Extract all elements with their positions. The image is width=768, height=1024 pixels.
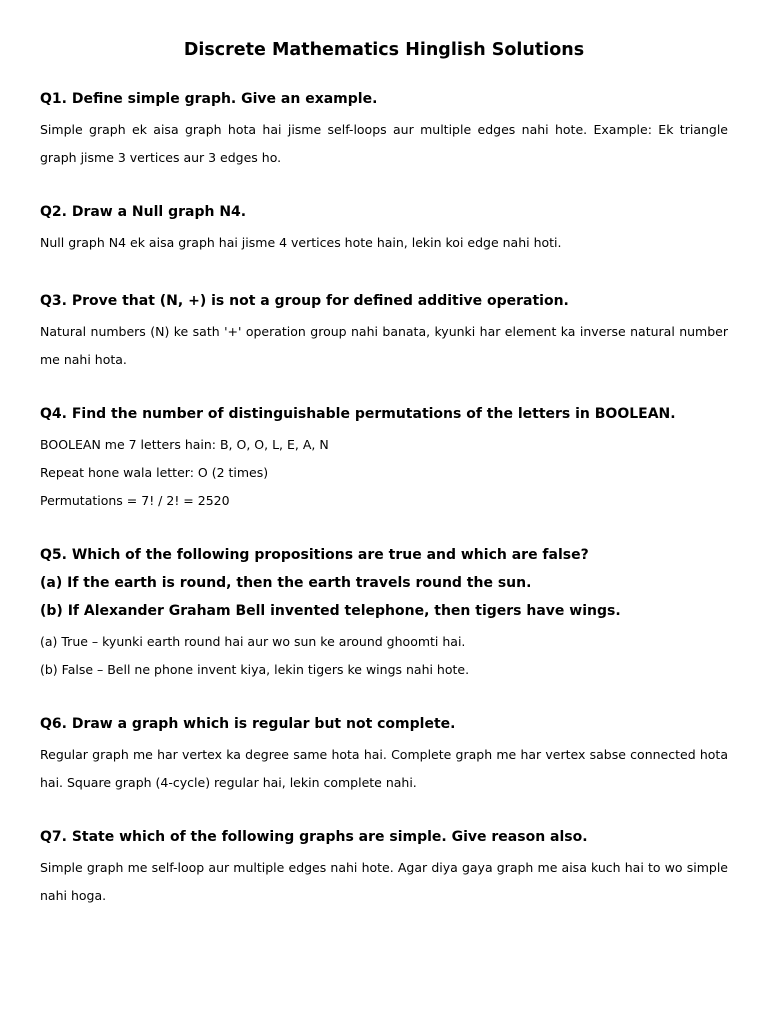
question-q5-part-b: (b) If Alexander Graham Bell invented telephone, then tigers have wings.: [40, 603, 621, 619]
answer-q5-part-a: (a) True – kyunki earth round hai aur wo sun ke around ghoomti hai.: [40, 634, 466, 649]
answer-q3: Natural numbers (N) ke sath '+' operation group nahi banata, kyunki har element ka inverse natural number me nahi hota.: [40, 324, 728, 367]
answer-q5-part-b: (b) False – Bell ne phone invent kiya, lekin tigers ke wings nahi hote.: [40, 662, 470, 677]
answer-q4-line: BOOLEAN me 7 letters hain: B, O, O, L, E, A, N: [40, 437, 329, 452]
question-q6: Q6. Draw a graph which is regular but not complete.: [40, 716, 456, 732]
question-block-q5: [40, 541, 728, 684]
question-block-q2: [40, 198, 728, 257]
question-block-q3: [40, 287, 728, 374]
question-block-q4: [40, 400, 728, 515]
question-q7: Q7. State which of the following graphs are simple. Give reason also.: [40, 829, 588, 845]
question-block-q1: [40, 85, 728, 172]
answer-q4-line: Repeat hone wala letter: O (2 times): [40, 465, 269, 480]
answer-q1: Simple graph ek aisa graph hota hai jisme self-loops aur multiple edges nahi hote. Example: Ek triangle graph jisme 3 vertices aur 3 edges ho.: [40, 122, 728, 165]
question-block-q6: [40, 710, 728, 797]
question-q5-part-a: (a) If the earth is round, then the earth travels round the sun.: [40, 575, 532, 591]
answer-q6: Regular graph me har vertex ka degree same hota hai. Complete graph me har vertex sabse connected hota hai. Square graph (4-cycle) regular hai, lekin complete nahi.: [40, 747, 728, 790]
document-title: Discrete Mathematics Hinglish Solutions: [183, 40, 585, 60]
question-q3: Q3. Prove that (N, +) is not a group for defined additive operation.: [40, 293, 569, 309]
answer-q2: Null graph N4 ek aisa graph hai jisme 4 vertices hote hain, lekin koi edge nahi hoti.: [40, 235, 562, 250]
answer-q7: Simple graph me self-loop aur multiple edges nahi hote. Agar diya gaya graph me aisa kuch hai to wo simple nahi hoga.: [40, 860, 728, 903]
question-block-q7: [40, 823, 728, 910]
question-q1: Q1. Define simple graph. Give an example.: [40, 91, 378, 107]
answer-q4-line: Permutations = 7! / 2! = 2520: [40, 493, 230, 508]
question-q5: Q5. Which of the following propositions are true and which are false?: [40, 547, 589, 563]
question-q4: Q4. Find the number of distinguishable permutations of the letters in BOOLEAN.: [40, 406, 676, 422]
question-q2: Q2. Draw a Null graph N4.: [40, 204, 247, 220]
